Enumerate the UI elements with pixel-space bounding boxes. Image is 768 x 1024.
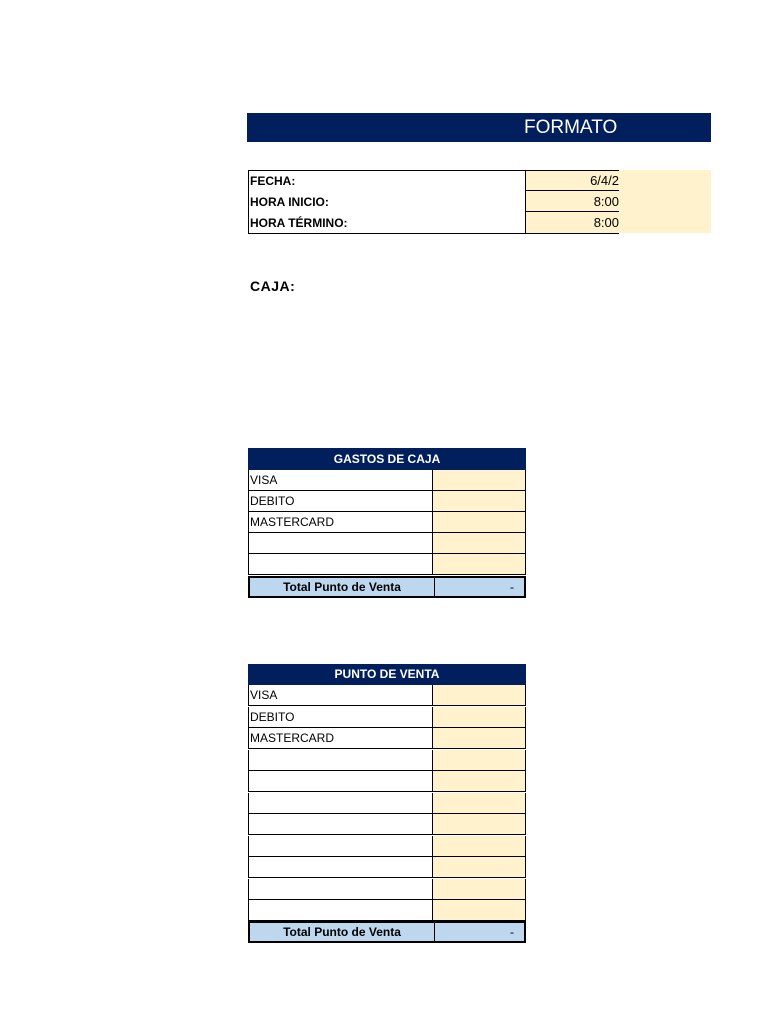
punto-row-input[interactable] [433,793,526,814]
hora-termino-cell[interactable] [525,212,619,233]
table-row [248,491,526,512]
punto-row-input[interactable] [433,857,526,878]
punto-row-label [248,900,433,921]
fecha-value: 6/4/2 [590,173,619,188]
gastos-row-label [248,533,433,554]
table-row [248,836,526,857]
gastos-row-input[interactable] [433,554,526,575]
caja-label: CAJA: [250,278,296,294]
table-row [248,750,526,771]
header-border-bottom [248,233,619,234]
fecha-label: FECHA: [250,174,296,188]
title-bar [247,113,711,142]
hora-inicio-cell[interactable] [525,191,619,212]
punto-row-input[interactable] [433,707,526,728]
gastos-table-header: GASTOS DE CAJA [248,448,526,470]
punto-row-label [248,836,433,857]
punto-row-label [248,857,433,878]
punto-row-label [248,771,433,792]
gastos-row-label: MASTERCARD [248,512,433,533]
punto-total-label: Total Punto de Venta [250,923,435,941]
punto-row-label: DEBITO [248,707,433,728]
document-title: FORMATO [524,117,618,138]
hora-inicio-value: 8:00 [593,194,619,209]
punto-row-input[interactable] [433,900,526,921]
fecha-fill-cell[interactable] [619,170,711,191]
table-row [248,857,526,878]
gastos-row-label: DEBITO [248,491,433,512]
punto-row-input[interactable] [433,728,526,749]
gastos-table [248,448,526,600]
header-info-table [248,170,711,234]
header-border-row2 [525,211,619,212]
gastos-row-input[interactable] [433,491,526,512]
table-row [248,470,526,491]
punto-row-input[interactable] [433,879,526,900]
punto-row-label: VISA [248,685,433,706]
punto-total-value: - [510,925,514,939]
table-row [248,707,526,728]
gastos-total-row [248,576,526,598]
gastos-row-label: VISA [248,470,433,491]
fecha-cell[interactable] [525,170,619,191]
punto-row-input[interactable] [433,685,526,706]
hora-inicio-row [248,191,711,212]
table-row [248,512,526,533]
table-row [248,533,526,554]
punto-row-label [248,793,433,814]
punto-row-label [248,814,433,835]
fecha-row [248,170,711,191]
gastos-row-input[interactable] [433,512,526,533]
hora-termino-row [248,212,711,233]
hora-termino-value: 8:00 [593,215,619,230]
table-row [248,879,526,900]
hora-inicio-fill-cell[interactable] [619,191,711,212]
gastos-total-value: - [510,580,514,594]
header-border-left [248,170,249,234]
hora-inicio-label: HORA INICIO: [250,195,329,209]
table-row [248,554,526,575]
punto-row-input[interactable] [433,836,526,857]
header-border-row1 [525,190,619,191]
header-border-top [248,170,619,171]
punto-row-input[interactable] [433,750,526,771]
table-row [248,793,526,814]
hora-termino-fill-cell[interactable] [619,212,711,233]
punto-venta-table [248,664,526,945]
punto-total-row [248,921,526,943]
table-row [248,814,526,835]
punto-venta-table-header: PUNTO DE VENTA [248,664,526,685]
gastos-total-label: Total Punto de Venta [250,578,435,596]
punto-row-label [248,750,433,771]
hora-termino-label: HORA TÉRMINO: [250,216,348,230]
punto-row-label: MASTERCARD [248,728,433,749]
gastos-row-input[interactable] [433,470,526,491]
punto-row-input[interactable] [433,814,526,835]
header-border-mid [525,170,526,234]
gastos-row-label [248,554,433,575]
gastos-row-input[interactable] [433,533,526,554]
table-row [248,685,526,706]
punto-row-label [248,879,433,900]
table-row [248,900,526,921]
table-row [248,728,526,749]
table-row [248,771,526,792]
punto-row-input[interactable] [433,771,526,792]
